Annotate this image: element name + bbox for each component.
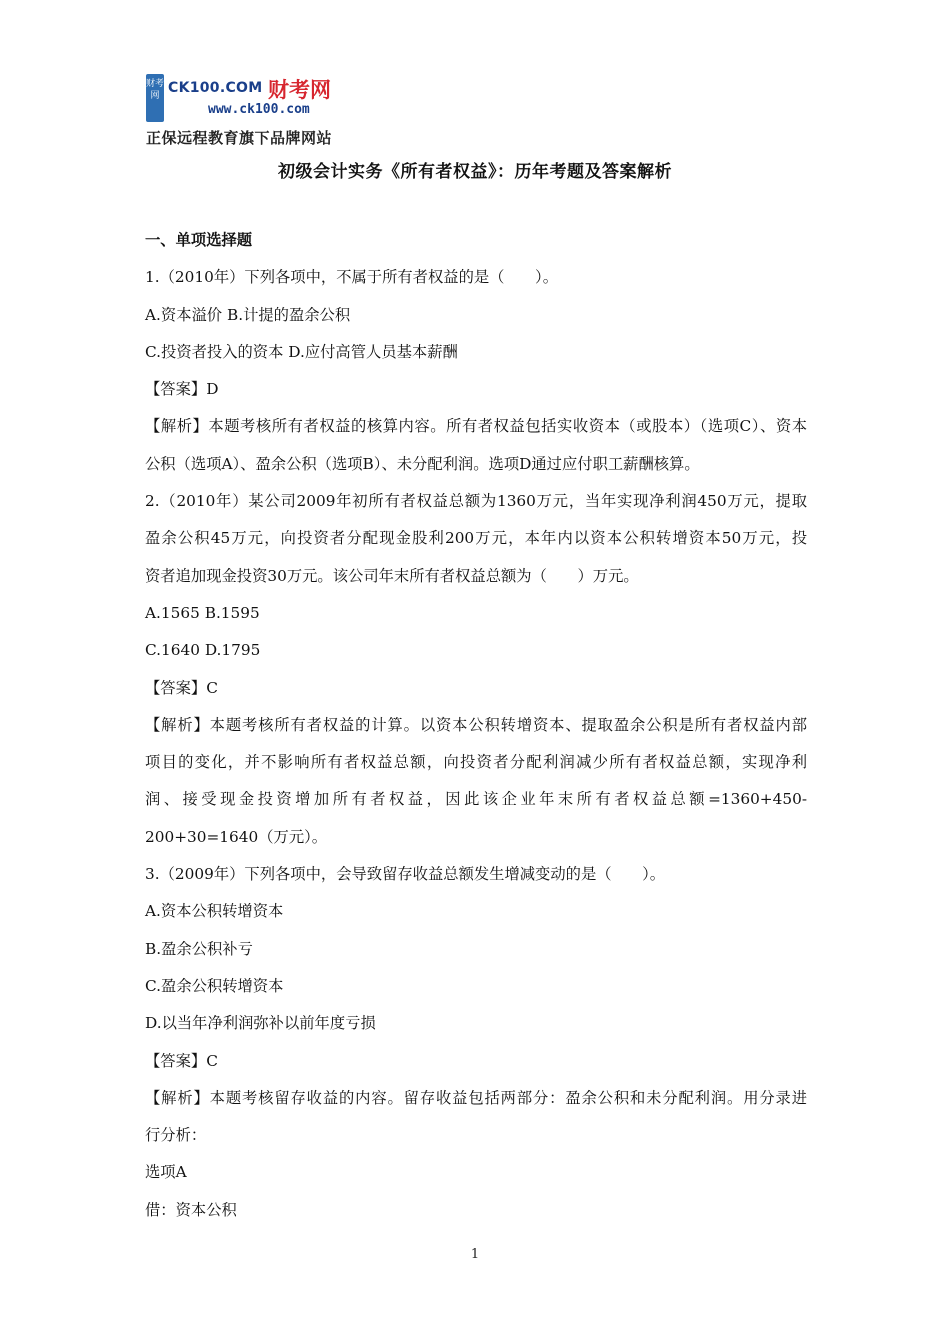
question-2-answer: 【答案】C [145, 678, 218, 697]
question-2-options-ab: A.1565 B.1595 [145, 603, 260, 622]
question-2-stem-line: 资者追加现金投资30万元。该公司年末所有者权益总额为（ ）万元。 [145, 566, 639, 585]
question-1-answer: 【答案】D [145, 380, 219, 399]
question-3-analysis-line: 行分析： [145, 1126, 207, 1145]
ck100-logo [146, 74, 356, 150]
question-3-option-b: B.盈余公积补亏 [145, 939, 253, 958]
question-2-stem-line: 2.（2010年）某公司2009年初所有者权益总额为1360万元，当年实现净利润450万元，提取 [145, 492, 807, 511]
question-2-analysis-line: 【解析】本题考核所有者权益的计算。以资本公积转增资本、提取盈余公积是所有者权益内部 [145, 715, 807, 734]
question-2-stem-line: 盈余公积45万元，向投资者分配现金股利200万元，本年内以资本公积转增资本50万元，投 [145, 529, 807, 548]
document-title: 初级会计实务《所有者权益》：历年考题及答案解析 [278, 162, 672, 182]
question-1-options-ab: A.资本溢价 B.计提的盈余公积 [145, 305, 351, 324]
question-2-analysis-line: 200+30=1640（万元）。 [145, 827, 328, 846]
question-3-analysis-line: 借：资本公积 [145, 1200, 237, 1219]
question-1-analysis-line: 公积（选项A）、盈余公积（选项B）、未分配利润。选项D通过应付职工薪酬核算。 [145, 454, 700, 473]
logo-slogan: 正保远程教育旗下品牌网站 [146, 129, 333, 147]
logo-mark-icon: 财考网 [146, 74, 164, 122]
question-3-option-a: A.资本公积转增资本 [145, 902, 284, 921]
logo-brand: CK100.COM [168, 80, 263, 96]
logo-cn-name: 财考网 [268, 78, 331, 102]
question-2-analysis-line: 润、接受现金投资增加所有者权益，因此该企业年末所有者权益总额=1360+450- [145, 790, 807, 809]
question-2-analysis-line: 项目的变化，并不影响所有者权益总额，向投资者分配利润减少所有者权益总额，实现净利 [145, 753, 807, 772]
question-3-option-d: D.以当年净利润弥补以前年度亏损 [145, 1014, 376, 1033]
page-number: 1 [470, 1247, 480, 1262]
question-3-analysis-line: 选项A [145, 1163, 187, 1182]
question-3-analysis-line: 【解析】本题考核留存收益的内容。留存收益包括两部分：盈余公积和未分配利润。用分录进 [145, 1088, 807, 1107]
question-1-analysis-line: 【解析】本题考核所有者权益的核算内容。所有者权益包括实收资本（或股本）（选项C）、资本 [145, 417, 807, 436]
question-1-stem: 1.（2010年）下列各项中，不属于所有者权益的是（ ）。 [145, 268, 559, 287]
logo-url: www.ck100.com [208, 102, 310, 117]
question-3-option-c: C.盈余公积转增资本 [145, 976, 284, 995]
question-1-options-cd: C.投资者投入的资本 D.应付高管人员基本薪酬 [145, 342, 458, 361]
question-3-answer: 【答案】C [145, 1051, 218, 1070]
section-heading: 一、单项选择题 [145, 231, 253, 249]
question-2-options-cd: C.1640 D.1795 [145, 641, 261, 660]
question-3-stem: 3.（2009年）下列各项中，会导致留存收益总额发生增减变动的是（ ）。 [145, 865, 666, 884]
document-body [145, 226, 807, 1233]
